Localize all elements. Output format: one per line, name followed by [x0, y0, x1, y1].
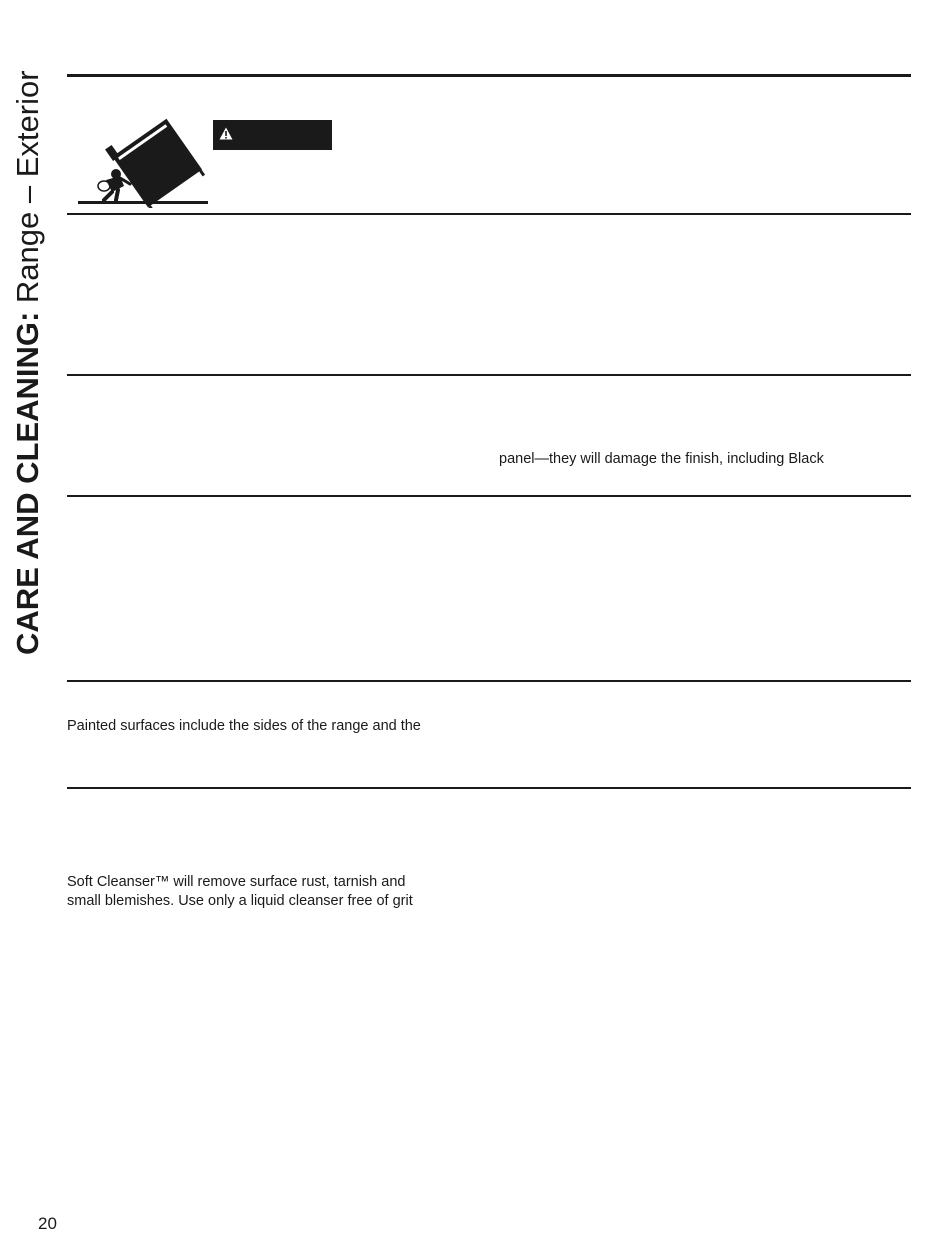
painted-surfaces-text: Painted surfaces include the sides of the range and the: [67, 718, 421, 734]
rule-divider-3: [67, 495, 911, 497]
rule-divider-4: [67, 680, 911, 682]
control-panel-text: panel—they will damage the finish, including Black: [499, 451, 824, 467]
rule-top: [67, 74, 911, 77]
stainless-text-line-2: small blemishes. Use only a liquid cleanser free of grit: [67, 893, 413, 909]
stainless-text-line-1: Soft Cleanser™ will remove surface rust, tarnish and: [67, 874, 406, 890]
rule-divider-1: [67, 213, 911, 215]
warning-badge: [213, 120, 332, 150]
side-title: [11, 70, 45, 655]
rule-divider-5: [67, 787, 911, 789]
page-number: 20: [38, 1214, 57, 1233]
warning-triangle-icon: [219, 127, 233, 140]
side-title-bold: CARE AND CLEANING:: [10, 311, 45, 655]
rule-divider-2: [67, 374, 911, 376]
side-title-light: Range – Exterior: [10, 70, 45, 312]
range-tip-over-illustration: [76, 110, 212, 208]
